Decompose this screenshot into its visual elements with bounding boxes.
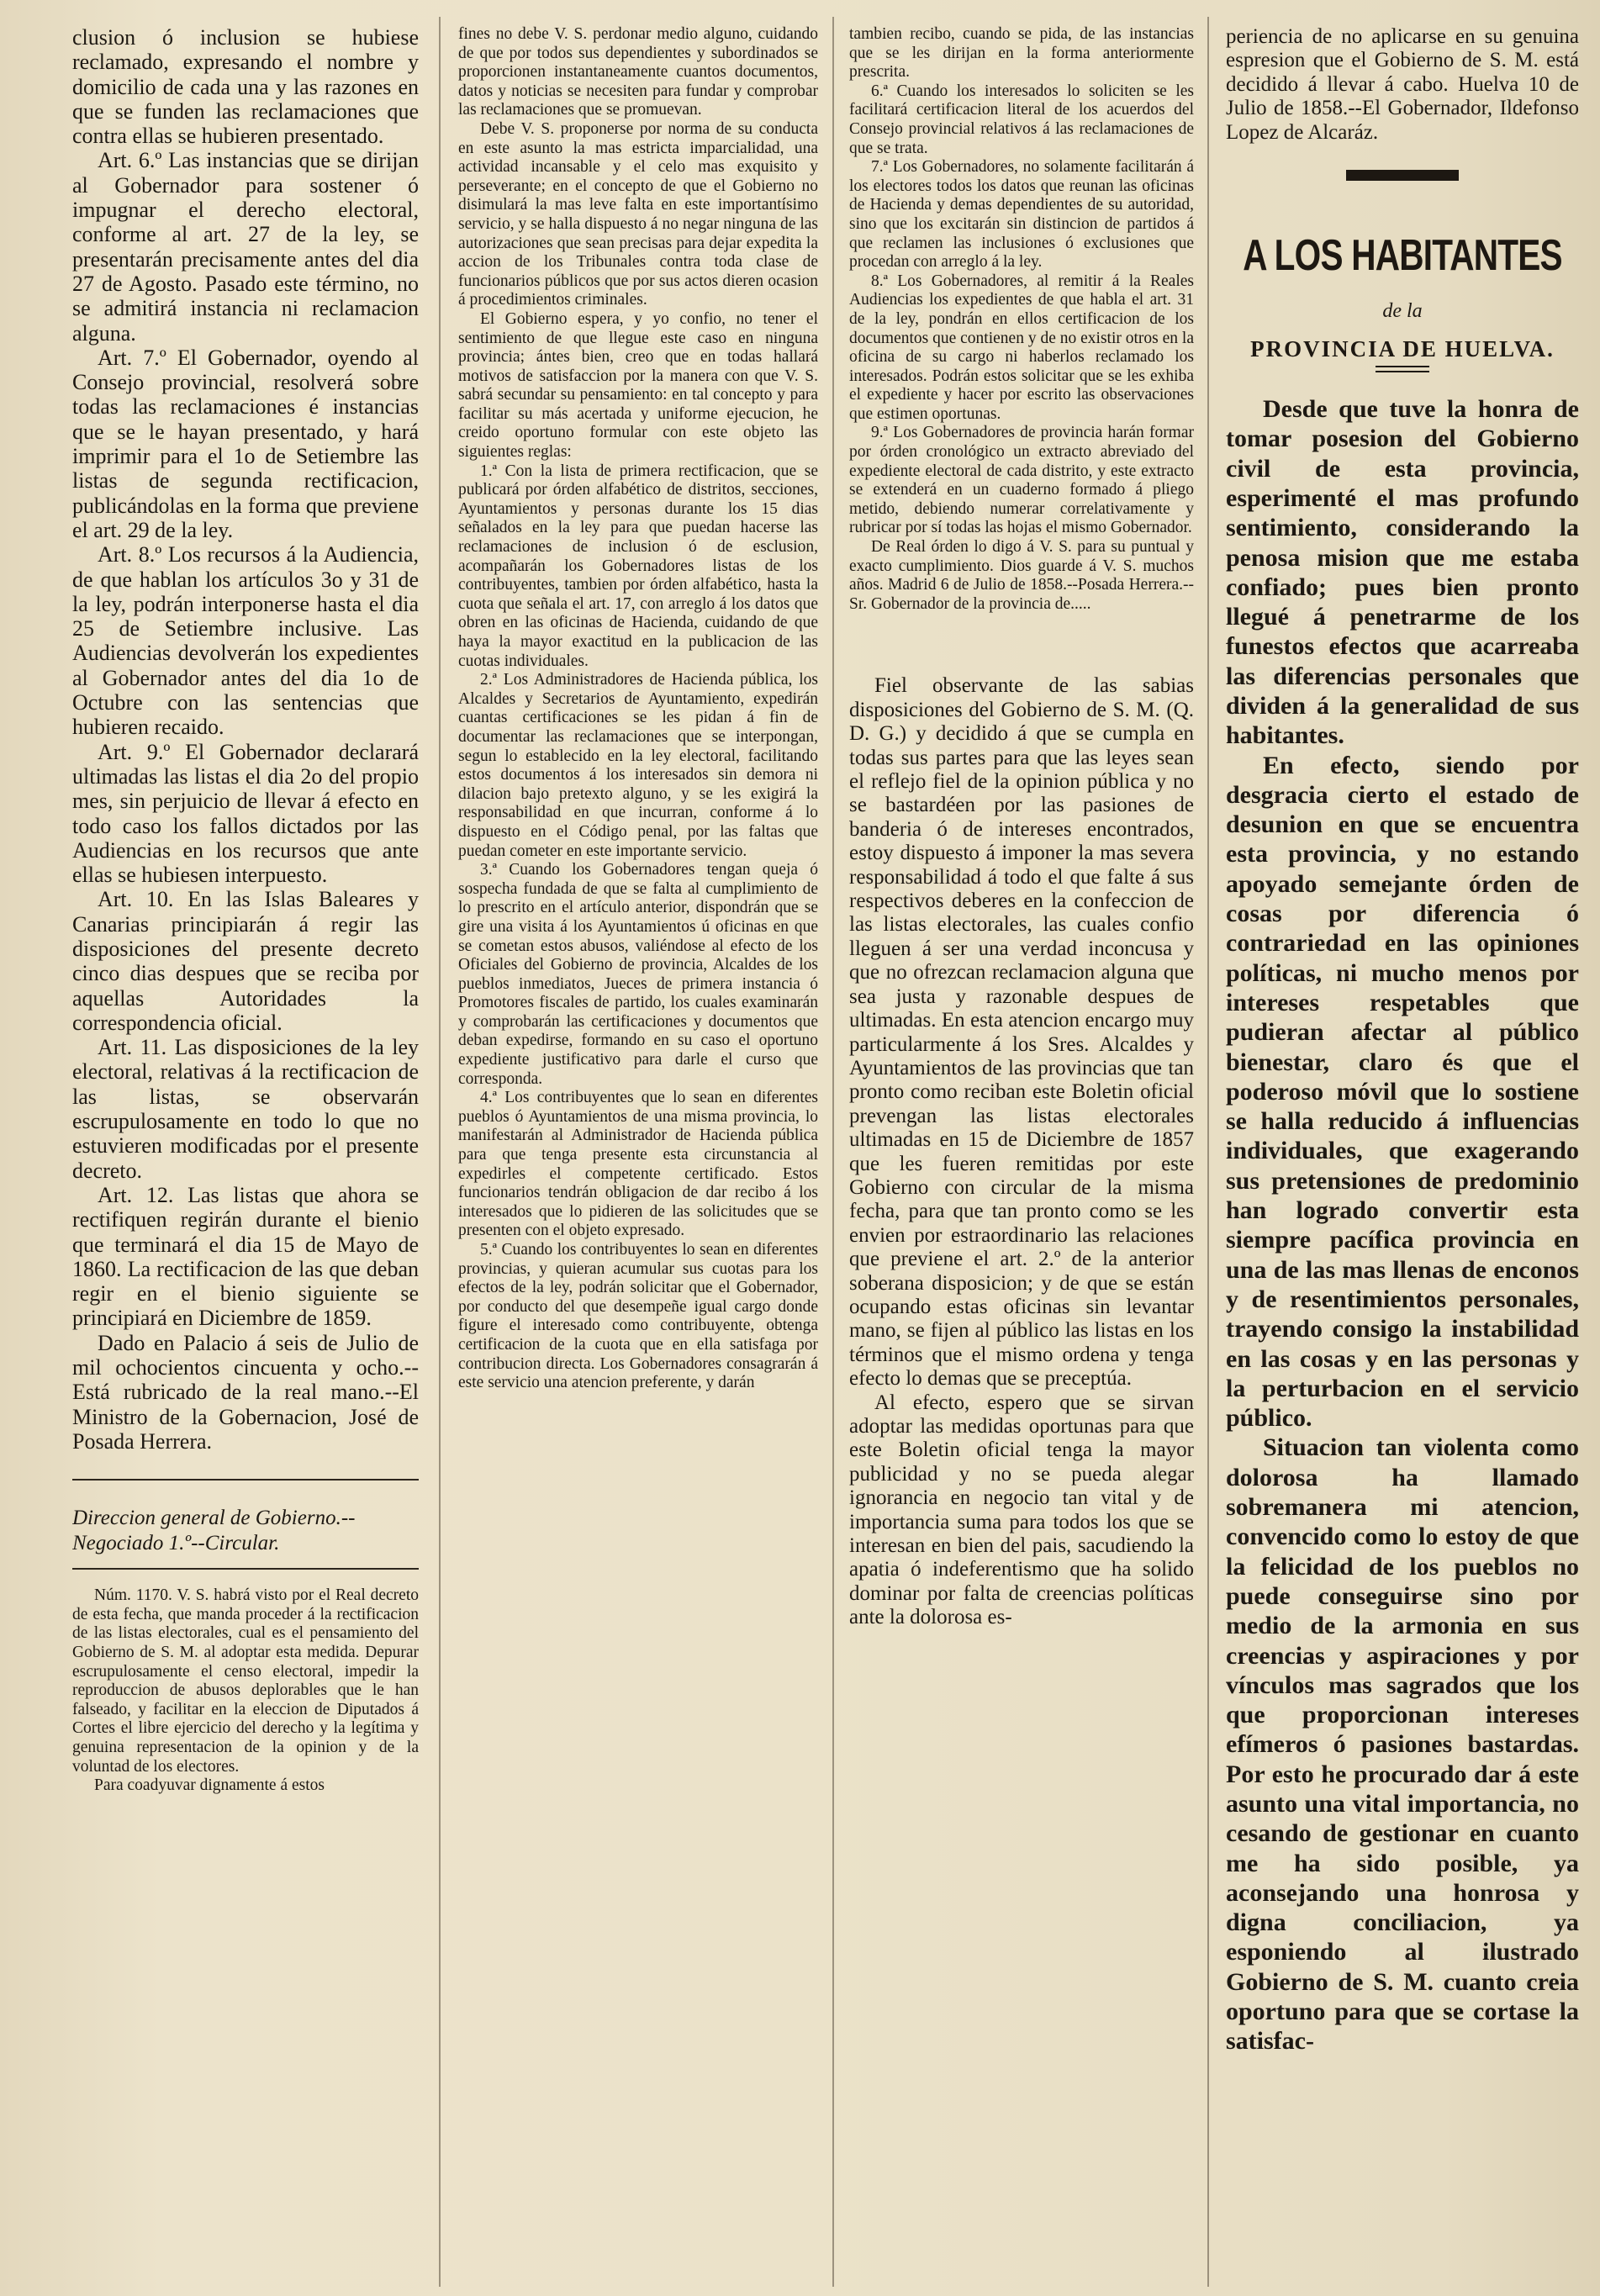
signature-paragraph: Dado en Palacio á seis de Julio de mil ochocientos cincuenta y ocho.--Está rubricado de la real mano.--El Ministro de la Gobernacion, José de Posada Herrera. [72, 1330, 419, 1454]
address-paragraph: Desde que tuve la honra de tomar posesion del Gobierno civil de esta provincia, esperimenté el mas profundo sentimiento, considerando la penosa mision que me estaba confiado; pues bien pronto llegué á penetrarme de los funestos efectos que acarreaba las diferencias personales que dividen á la generalidad de sus habitantes. [1226, 395, 1579, 750]
section-heading: Direccion general de Gobierno.-- Negociado 1.º--Circular. [72, 1507, 356, 1555]
notice-paragraph: Fiel observante de las sabias disposiciones del Gobierno de S. M. (Q. D. G.) y decidido á que se cumpla en todas sus partes para que las leyes sean el reflejo fiel de la opinion pública y no se bastardéen por las pasiones de banderia ó de intereses encontrados, estoy dispuesto á imponer la mas severa responsabilidad á todo el que falte á sus respectivos deberes en la confeccion de las listas electorales, las cuales confio lleguen á ser una verdad inconcusa y que no ofrezcan reclamacion alguna que sea justa y razonable despues de ultimadas. En esta atencion encargo muy particularmente á los Sres. Alcaldes y Ayuntamientos de las provincias que tan pronto como reciban este Boletin oficial prevengan las listas electorales ultimadas en 15 de Diciembre de 1857 que les fueren remitidas por este Gobierno con circular de la misma fecha, para que tan pronto como se les envien por estraordinario las relaciones que previene el art. 2.º de la anterior soberana disposicion; y de que se están ocupando estas oficinas sin levantar mano, se fijen al público las listas en los términos que el mismo ordena y tenga efecto lo demas que se preceptúa. [849, 674, 1194, 1391]
closing-paragraph: De Real órden lo digo á V. S. para su puntual y exacto cumplimiento. Dios guarde á V. S. muchos años. Madrid 6 de Julio de 1858.--Posada Herrera.--Sr. Gobernador de la provincia de..... [849, 538, 1194, 613]
paragraph: periencia de no aplicarse en su genuina espresion que el Gobierno de S. M. está decidido á llevar á cabo. Huelva 10 de Julio de 1858.--El Gobernador, Ildefonso Lopez de Alcaráz. [1226, 25, 1579, 144]
ornament-rule [1346, 170, 1459, 181]
circular-paragraph: Núm. 1170. V. S. habrá visto por el Real decreto de esta fecha, que manda proceder á la rectificacion de las listas electorales, cual es el pensamiento del Gobierno de S. M. al adoptar esta medida. Depurar escrupulosamente el censo electoral, impedir la reproduccion de abusos deplorables que le han falseado, y facilitar en la eleccion de Diputados á Cortes el libre ejercicio del derecho y la legítima y genuina representacion de la opinion y de la voluntad de los electores. [72, 1586, 419, 1776]
title-de-la: de la [1382, 300, 1423, 323]
paragraph: El Gobierno espera, y yo confio, no tener el sentimiento de que llegue este caso en ninguna provincia; ántes bien, creo que en todas hallará motivos de satisfaccion por la manera con que V. S. sabrá secundar su pensamiento: en tal concepto y para facilitar su más acertada y uniforme ejecucion, he creido oportuno formular con este objeto las siguientes reglas: [458, 309, 818, 462]
address-paragraph: En efecto, siendo por desgracia cierto el estado de desunion en que se encuentra esta provincia, y no estando apoyado semejante órden de cosas por diferencia ó contrariedad en las opiniones políticas, ni mucho menos por intereses respetables que pudieran afectar al público bienestar, claro és que el poderoso móvil que lo sostiene se halla reducido á influencias individuales, que exagerando sus pretensiones de predominio han logrado convertir esta siempre pacífica provincia en una de las mas llenas de enconos y de resentimientos personales, trayendo consigo la instabilidad en las cosas y en las personas y la perturbacion en el servicio público. [1226, 751, 1579, 1433]
section-rule [72, 1479, 419, 1481]
article-12: Art. 12. Las listas que ahora se rectifiquen regirán durante el bienio que terminará el dia 15 de Mayo de 1860. La rectificacion de las que deban regir en el bienio siguiente se principiará en Diciembre de 1859. [72, 1182, 419, 1331]
column-3 [849, 25, 1194, 2287]
rule-8: 8.ª Los Gobernadores, al remitir á la Reales Audiencias los expedientes de que habla el art. 31 de la ley, pondrán en ellos certificacion de los documentos que contienen y de no existir otros en la oficina de su cargo ni haberlos reclamado los interesados. Podrán estos solicitar que se les exhiba el expediente y hacer por escrito las observaciones que estimen oportunas. [849, 272, 1194, 423]
proclamation-title: A LOS HABITANTES [1243, 231, 1562, 281]
article-7: Art. 7.º El Gobernador, oyendo al Consejo provincial, resolverá sobre todas las reclamaciones é instancias que se le hayan presentado, y hará imprimir para el 1o de Setiembre las listas de segunda rectificacion, publicándolas en la forma que previene el art. 29 de la ley. [72, 345, 419, 542]
rule-1: 1.ª Con la lista de primera rectificacion, que se publicará por órden alfabético de distritos, secciones, Ayuntamientos y personas durante los 15 dias señalados en la ley para que puedan hacerse las reclamaciones de inclusion ó de esclusion, acompañarán los Gobernadores listas de los contribuyentes, tambien por órden alfabético, hasta la cuota que señala el art. 17, con arreglo á los datos que obren en las oficinas de Hacienda, cuidando de que haya la mayor exactitud en la publicacion de las cuotas individuales. [458, 462, 818, 670]
rule-6: 6.ª Cuando los interesados lo soliciten se les facilitará certificacion literal de los acuerdos del Consejo provincial relativos á las reclamaciones de que se trata. [849, 82, 1194, 157]
rule-3: 3.ª Cuando los Gobernadores tengan queja ó sospecha fundada de que se falta al cumplimiento de lo prescrito en el artículo anterior, dispondrán que se gire una visita á los Ayuntamientos ú oficinas en que se cometan estos abusos, valiéndose al efecto de los Oficiales del Gobierno de provincia, Alcaldes de los pueblos inmediatos, Jueces de primera instancia ó Promotores fiscales de partido, los cuales examinarán y comprobarán las certificaciones y documentos que deban expedirse, formando en su caso el oportuno expediente justificativo para darle el curso que corresponda. [458, 861, 818, 1088]
article-10: Art. 10. En las Islas Baleares y Canarias principiarán á regir las disposiciones del presente decreto cinco dias despues que se reciba por aquellas Autoridades la correspondencia oficial. [72, 887, 419, 1035]
section-rule [72, 1568, 419, 1570]
column-2 [458, 25, 818, 2287]
article-8: Art. 8.º Los recursos á la Audiencia, de que hablan los artículos 3o y 31 de la ley, podrán interponerse hasta el dia 25 de Setiembre inclusive. Las Audiencias devolverán los expedientes al Gobernador antes del dia 1o de Octubre con las sentencias que hubieren recaido. [72, 542, 419, 740]
article-9: Art. 9.º El Gobernador declarará ultimadas las listas el dia 2o del propio mes, sin perjuicio de llevar á efecto en todo caso los fallos dictados por las Audiencias en los recursos que ante ellas se hubiesen interpuesto. [72, 739, 419, 888]
paragraph: tambien recibo, cuando se pida, de las instancias que se les dirijan en la forma anteriormente prescrita. [849, 25, 1194, 82]
column-4 [1226, 25, 1579, 2287]
paragraph: fines no debe V. S. perdonar medio alguno, cuidando de que por todos sus dependientes y subordinados se proporcionen instantaneamente cuantos documentos, datos y noticias se necesiten para fundar y comprobar las reclamaciones que se promuevan. [458, 25, 818, 119]
rule-2: 2.ª Los Administradores de Hacienda pública, los Alcaldes y Secretarios de Ayuntamiento, expedirán cuantas certificaciones se les pidan á fin de documentar las reclamaciones que se interpongan, segun lo establecido en la ley electoral, facilitando estos documentos á los interesados sin demora ni dilacion bajo pretexto alguno, y se les exigirá la responsabilidad en que incurran, conforme á lo dispuesto en el Código penal, por las faltas que puedan cometer en este importante servicio. [458, 671, 818, 860]
column-1 [72, 25, 419, 2287]
rule-7: 7.ª Los Gobernadores, no solamente facilitarán á los electores todos los datos que reunan las oficinas de Hacienda y demas dependientes de su autoridad, sino que los excitarán sin distincion de partidos á que reclamen las inclusiones ó exclusiones que procedan con arreglo á la ley. [849, 158, 1194, 272]
paragraph: Debe V. S. proponerse por norma de su conducta en este asunto la mas estricta imparcialidad, una actividad incansable y el celo mas exquisito y perseverante; en el concepto de que el Gobierno no disimulará la mas leve falta en este importantísimo servicio, y se halla dispuesto á no negar ninguna de las autorizaciones que sean precisas para dejar expedita la accion de los Tribunales contra toda clase de funcionarios públicos que por sus actos dieren ocasion á procedimientos criminales. [458, 119, 818, 309]
article-11: Art. 11. Las disposiciones de la ley electoral, relativas á la rectificacion de las listas, se observarán escrupulosamente en todo lo que no estuvieren modificadas por el presente decreto. [72, 1035, 419, 1183]
rule-4: 4.ª Los contribuyentes que lo sean en diferentes pueblos ó Ayuntamientos de una misma provincia, lo manifestarán al Administrador de Hacienda pública para que tenga presente esta circunstancia al expedirles el competente certificado. Estos funcionarios tendrán obligacion de dar recibo á los interesados que lo pidieren de las solicitudes que se presenten con el objeto expresado. [458, 1089, 818, 1240]
circular-paragraph: Para coadyuvar dignamente á estos [94, 1776, 325, 1795]
paragraph: clusion ó inclusion se hubiese reclamado, expresando el nombre y domicilio de cada una y las razones en que se funden las reclamaciones que contra ellas se hubieren presentado. [72, 25, 419, 149]
rule-9: 9.ª Los Gobernadores de provincia harán formar por órden cronológico un extracto abreviado del expediente electoral de cada distrito, y este extracto se extenderá en un cuaderno formado á pliego metido, debiendo numerar correlativamente y rubricar por sí todas las hojas el mismo Gobernador. [849, 424, 1194, 537]
rule-5: 5.ª Cuando los contribuyentes lo sean en diferentes provincias, y quieran acumular sus cuotas para los efectos de la ley, podrán solicitar que el Gobernador, por conducto del que desempeñe igual cargo donde figure el interesado como contribuyente, obtenga certificacion de la cuota que en ella satisfaga por contribucion directa. Los Gobernadores consagrarán á este servicio una atencion preferente, y darán [458, 1241, 818, 1392]
column-rule [1207, 17, 1209, 2287]
address-paragraph: Situacion tan violenta como dolorosa ha llamado sobremanera mi atencion, convencido como lo estoy de que la felicidad de los pueblos no puede conseguirse sino por medio de la armonia en sus creencias y aspiraciones y por vínculos mas sagrados que los que proporcionan intereses efímeros ó pasiones bastardas. Por esto he procurado dar á este asunto una vital importancia, no cesando de gestionar en cuanto me ha sido posible, ya aconsejando una honrosa y digna conciliacion, ya esponiendo al ilustrado Gobierno de S. M. cuanto creia oportuno para que se cortase la satisfac- [1226, 1433, 1579, 2056]
notice-paragraph: Al efecto, espero que se sirvan adoptar las medidas oportunas para que este Boletin oficial tenga la mayor publicidad y no se pueda alegar ignorancia en negocio tan vital y de importancia suma para todos los que se interesan en bien del pais, sacudiendo la apatia ó indeferentismo que ha solido dominar por falta de creencias políticas ante la dolorosa es- [849, 1391, 1194, 1629]
article-6: Art. 6.º Las instancias que se dirijan al Gobernador para sostener ó impugnar el derecho electoral, conforme al art. 27 de la ley, se presentarán precisamente antes del dia 27 de Agosto. Pasado este término, no se admitirá instancia ni reclamacion alguna. [72, 148, 419, 346]
column-rule [439, 17, 441, 2287]
double-rule [1376, 366, 1429, 372]
column-rule [832, 17, 834, 2287]
province-title: PROVINCIA DE HUELVA. [1250, 336, 1555, 362]
